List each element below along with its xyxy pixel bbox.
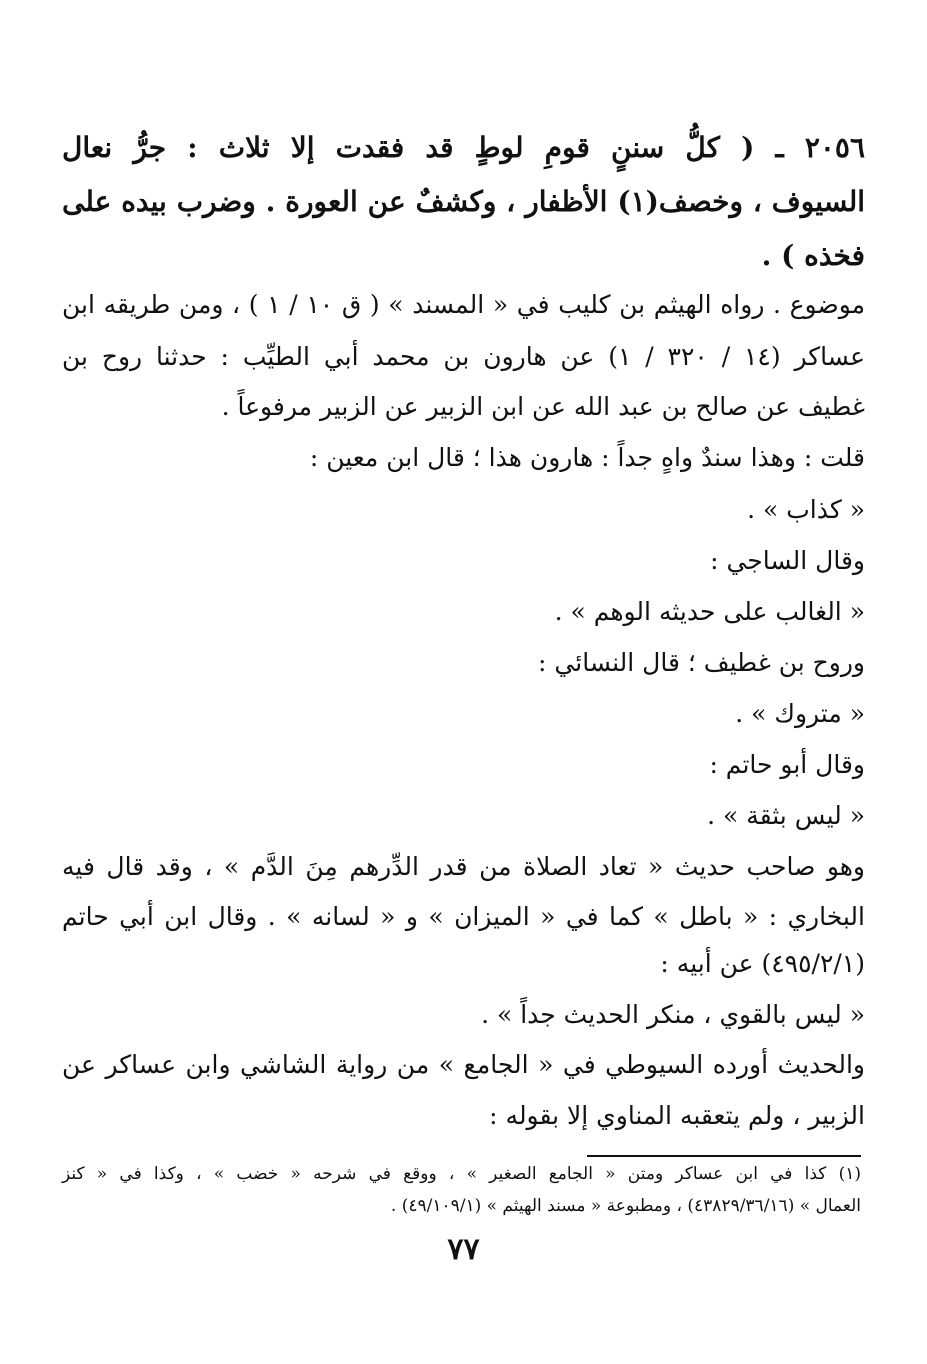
quote-line: « ليس بثقة » . bbox=[707, 801, 865, 830]
quote-line: « متروك » . bbox=[735, 699, 865, 728]
commentary-line: والحديث أورده السيوطي في « الجامع » من رواية الشاشي وابن عساكر عن bbox=[62, 1050, 865, 1079]
hadith-text-line-1: ٢٠٥٦ ـ ( كلُّ سننٍ قومِ لوطٍ قد فقدت إلا ثلاث : جرُّ نعال bbox=[62, 131, 865, 164]
commentary-line: وقال أبو حاتم : bbox=[709, 750, 865, 779]
commentary-line: وهو صاحب حديث « تعاد الصلاة من قدر الدِّرهم مِنَ الدَّم » ، وقد قال فيه bbox=[62, 852, 865, 881]
commentary-line: غطيف عن صالح بن عبد الله عن ابن الزبير عن الزبير مرفوعاً . bbox=[221, 392, 865, 421]
hadith-text-line-2: السيوف ، وخصف(١) الأظفار ، وكشفٌ عن العورة . وضرب بيده على bbox=[62, 185, 866, 218]
commentary-line: وروح بن غطيف ؛ قال النسائي : bbox=[538, 648, 865, 677]
footnote-separator bbox=[587, 1155, 861, 1157]
hadith-text-line-3: فخذه ) . bbox=[761, 239, 865, 272]
footnote-line: العمال » (٤٣٨٢٩/٣٦/١٦) ، ومطبوعة « مسند الهيثم » (٤٩/١٠٩/١) . bbox=[390, 1196, 861, 1216]
commentary-line: موضوع . رواه الهيثم بن كليب في « المسند » ( ق ١٠ / ١ ) ، ومن طريقه ابن bbox=[62, 290, 865, 319]
quote-line: « كذاب » . bbox=[747, 495, 865, 524]
commentary-line: الزبير ، ولم يتعقبه المناوي إلا بقوله : bbox=[489, 1101, 865, 1130]
quote-line: « ليس بالقوي ، منكر الحديث جداً » . bbox=[481, 1000, 865, 1029]
quote-line: « الغالب على حديثه الوهم » . bbox=[554, 597, 865, 626]
commentary-line: البخاري : « باطل » كما في « الميزان » و « لسانه » . وقال ابن أبي حاتم bbox=[62, 902, 865, 931]
commentary-line: (٤٩٥/٢/١) عن أبيه : bbox=[660, 949, 865, 978]
commentary-line: عساكر (١٤ / ٣٢٠ / ١) عن هارون بن محمد أبي الطيِّب : حدثنا روح بن bbox=[62, 342, 865, 371]
footnote-line: (١) كذا في ابن عساكر ومتن « الجامع الصغير » ، ووقع في شرحه « خضب » ، وكذا في « كنز bbox=[62, 1164, 861, 1184]
commentary-line: قلت : وهذا سندٌ واهٍ جداً : هارون هذا ؛ قال ابن معين : bbox=[309, 443, 865, 472]
page-number: ٧٧ bbox=[447, 1232, 480, 1267]
commentary-line: وقال الساجي : bbox=[710, 546, 865, 575]
